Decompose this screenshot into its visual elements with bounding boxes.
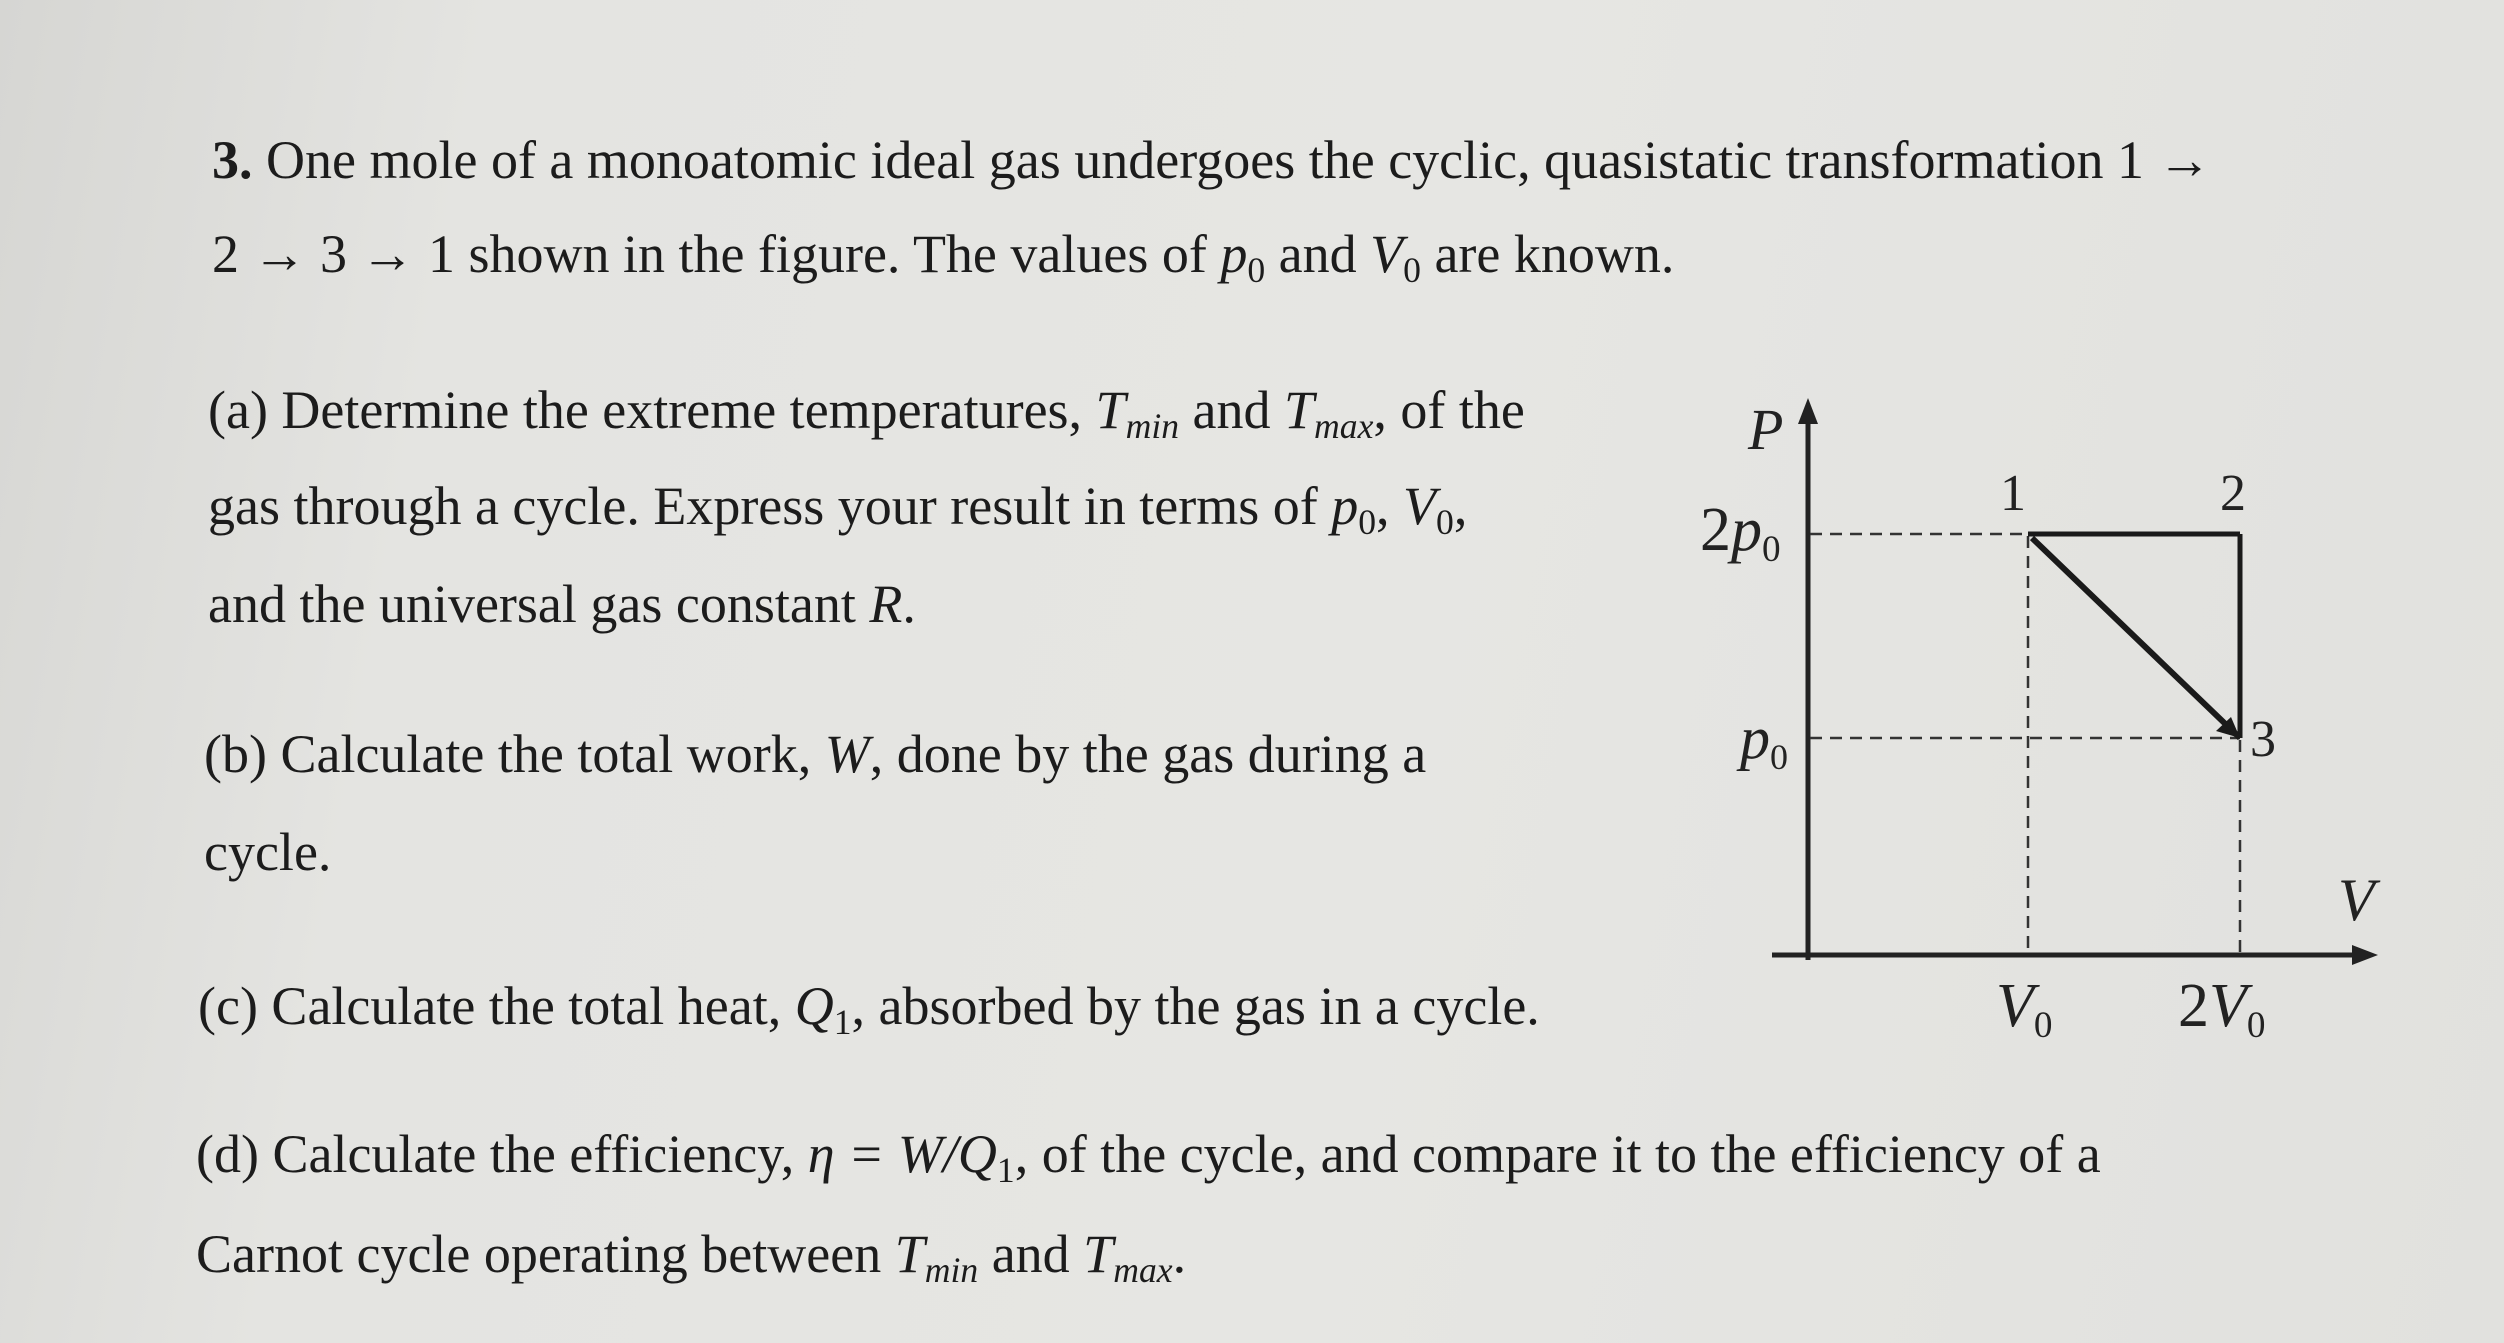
point-2-label (2220, 464, 2246, 524)
p-symbol: p (1731, 496, 1762, 564)
part-d-text: (d) Calculate the efficiency, (196, 1124, 808, 1184)
v-subscript: 0 (1403, 249, 1421, 290)
part-b-line-2 (204, 820, 331, 884)
v-axis-label (2338, 867, 2375, 933)
and-text: and (1179, 380, 1284, 440)
point-1-label (2000, 464, 2026, 524)
problem-number: 3. (212, 130, 253, 190)
v-subscript: 0 (1436, 501, 1454, 542)
tmin-subscript: min (924, 1249, 979, 1290)
part-a-line-3 (208, 572, 916, 636)
part-a-text-3: and the universal gas constant (208, 574, 870, 634)
tmax-symbol: T (1284, 380, 1315, 440)
point-3-text: 3 (2250, 711, 2276, 768)
part-d-line-1 (196, 1122, 2101, 1190)
part-b-line-1 (204, 722, 1426, 786)
and-text: and (1265, 224, 1371, 284)
p-subscript: 0 (1358, 501, 1377, 542)
p-symbol: p (1331, 476, 1359, 536)
part-b-text-end: , done by the gas during a (869, 724, 1427, 784)
q-subscript: 1 (996, 1149, 1015, 1190)
v-axis-label-text: V (2338, 867, 2375, 933)
p-subscript: 0 (1762, 529, 1781, 571)
r-symbol: R (869, 574, 903, 634)
v-symbol: V (2209, 972, 2247, 1040)
v-symbol: V (1996, 972, 2034, 1040)
part-d-text-2: Carnot cycle operating between (196, 1224, 895, 1284)
period: . (1172, 1224, 1187, 1284)
tmin-symbol: T (894, 1224, 925, 1284)
tmin-subscript: min (1125, 405, 1180, 446)
point-3-label (2250, 710, 2276, 770)
w-symbol: W (824, 724, 870, 784)
intro-end: are known. (1420, 224, 1675, 284)
p-axis-label (1748, 397, 1784, 462)
period: . (902, 574, 916, 634)
comma: , (1376, 476, 1404, 536)
p-axis-label-text: P (1748, 397, 1784, 462)
tmax-subscript: max (1113, 1249, 1173, 1290)
v-subscript: 0 (2246, 1005, 2266, 1047)
label-v0 (1996, 972, 2053, 1047)
part-d-line-2 (196, 1222, 1187, 1290)
p-symbol: p (1220, 224, 1248, 284)
tmin-symbol: T (1095, 380, 1126, 440)
and-text: and (978, 1224, 1084, 1284)
label-2v0 (2178, 972, 2266, 1047)
p-symbol: p (1740, 705, 1770, 771)
part-c-text-end: , absorbed by the gas in a cycle. (851, 976, 1540, 1036)
part-a-line-2 (208, 474, 1468, 542)
v-subscript: 0 (2033, 1005, 2053, 1047)
problem-intro-line-1 (212, 128, 2211, 192)
tmax-subscript: max (1314, 405, 1374, 446)
q-symbol: Q (794, 976, 834, 1036)
efficiency-expression: η = W/Q (807, 1124, 997, 1184)
intro-text-1: One mole of a monoatomic ideal gas undergoes the cyclic, quasistatic transformation 1 → (266, 130, 2212, 190)
v-symbol: V (1403, 476, 1437, 536)
coefficient-2: 2 (1700, 496, 1731, 564)
intro-text-2: 2 → 3 → 1 shown in the figure. The values of (212, 224, 1221, 284)
pv-diagram (1660, 360, 2400, 1080)
label-2p0 (1700, 496, 1781, 571)
coefficient-2: 2 (2178, 972, 2209, 1040)
process-3-1 (2032, 538, 2240, 738)
q-subscript: 1 (833, 1001, 852, 1042)
problem-intro-line-2 (212, 222, 1675, 290)
comma-end: , (1453, 476, 1468, 536)
v-symbol: V (1370, 224, 1404, 284)
part-a-text: (a) Determine the extreme temperatures, (208, 380, 1096, 440)
p-axis-arrowhead (1798, 398, 1818, 424)
part-a-text-end: , of the (1373, 380, 1525, 440)
part-d-text-end: , of the cycle, and compare it to the efficiency of a (1014, 1124, 2101, 1184)
part-c-line-1 (198, 974, 1540, 1042)
part-b-text: (b) Calculate the total work, (204, 724, 825, 784)
part-c-text: (c) Calculate the total heat, (198, 976, 795, 1036)
part-b-text-2: cycle. (204, 822, 332, 882)
point-1-text: 1 (2000, 465, 2026, 522)
label-p0 (1740, 705, 1788, 777)
tmax-symbol: T (1083, 1224, 1114, 1284)
point-2-text: 2 (2220, 465, 2246, 522)
part-a-text-2: gas through a cycle. Express your result in terms of (208, 476, 1332, 536)
v-axis-arrowhead (2352, 945, 2378, 965)
p-subscript: 0 (1247, 249, 1266, 290)
part-a-line-1 (208, 378, 1525, 446)
p-subscript: 0 (1770, 736, 1788, 777)
